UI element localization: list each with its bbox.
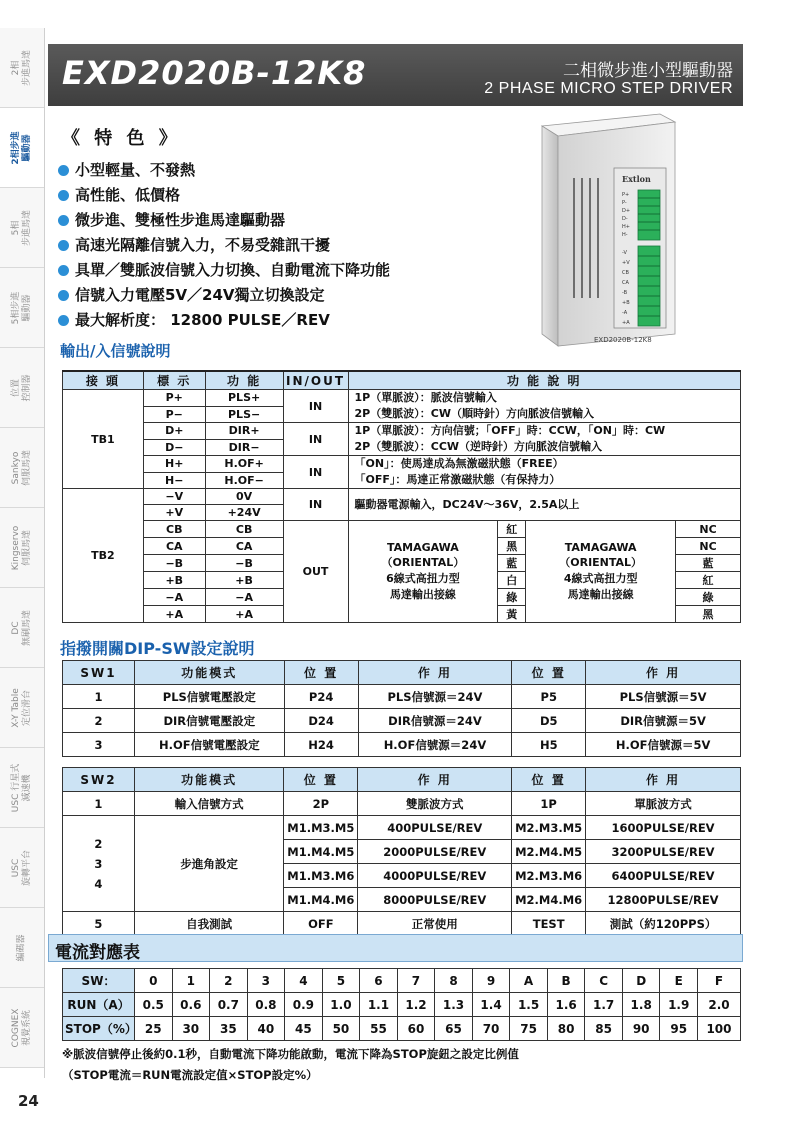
- sw2-cell: TEST: [512, 912, 586, 936]
- sw1-cell: H.OF信號電壓設定: [134, 733, 284, 757]
- feature-text: 高速光隔離信號入力，不易受雜訊干擾: [75, 236, 331, 254]
- wire-color-6: 藍: [498, 555, 526, 572]
- side-tab[interactable]: [0, 508, 44, 588]
- motor-4wire-description: [526, 521, 676, 623]
- sw2-cell: 1: [63, 792, 135, 816]
- side-tab-label: 5相步進 驅動器: [11, 291, 32, 324]
- current-cell: 4: [285, 969, 323, 993]
- description-line: 2P（雙脈波）：CCW（逆時針）方向脈波信號輸入: [354, 440, 603, 453]
- current-row-stop: [63, 1017, 741, 1041]
- current-row-header: RUN（A）: [63, 993, 135, 1017]
- description-line: 2P（雙脈波）：CW（順時針）方向脈波信號輸入: [354, 407, 594, 420]
- current-cell: 95: [660, 1017, 698, 1041]
- function-cell: DIR−: [205, 439, 283, 456]
- sw1-cell: H.OF信號源＝24V: [358, 733, 512, 757]
- mark-cell: −B: [143, 555, 205, 572]
- sw1-header-cell: 位 置: [512, 661, 586, 685]
- sw2-cell: M2.M4.M6: [512, 888, 586, 912]
- sw2-cell: 雙脈波方式: [358, 792, 512, 816]
- description-cell: [348, 390, 740, 423]
- sw1-cell: H24: [284, 733, 358, 757]
- side-tab-label: 5相 步進馬達: [11, 209, 32, 246]
- mark-cell: H+: [143, 456, 205, 473]
- feature-text: 微步進、雙極性步進馬達驅動器: [75, 211, 286, 229]
- function-cell: H.OF+: [205, 456, 283, 473]
- current-cell: 8: [435, 969, 473, 993]
- wire-color-4: 紅: [676, 572, 741, 589]
- terminal-label: -A: [622, 310, 628, 316]
- terminal-label: +B: [622, 300, 630, 306]
- step-number: 2: [94, 836, 103, 851]
- description-line: 「OFF」：馬達正常激磁狀態（有保持力）: [354, 473, 561, 486]
- wire-color-4: NC: [676, 521, 741, 538]
- sw2-cell: 1P: [512, 792, 586, 816]
- sw2-row: [63, 912, 741, 936]
- function-cell: 0V: [205, 489, 283, 505]
- io-row: [63, 521, 741, 538]
- driver-product-image: [510, 108, 740, 358]
- function-cell: +A: [205, 606, 283, 623]
- terminal-label: D-: [622, 216, 628, 222]
- sw2-step-numbers: [63, 816, 135, 912]
- current-cell: 1.6: [547, 993, 585, 1017]
- feature-text: 具單／雙脈波信號入力切換、自動電流下降功能: [75, 261, 391, 279]
- sw1-table: [62, 660, 741, 757]
- sw1-cell: P24: [284, 685, 358, 709]
- current-cell: 1.5: [510, 993, 548, 1017]
- description-cell: 驅動器電源輸入，DC24V～36V，2.5A以上: [348, 489, 740, 521]
- description-line: 「ON」：使馬達成為無激磁狀態（FREE）: [354, 457, 564, 470]
- io-header-cell: 功 能: [205, 371, 283, 390]
- description-line: 馬達輸出接線: [567, 588, 634, 601]
- side-tab-label: 2相 步進馬達: [11, 49, 32, 86]
- sw2-cell: 1600PULSE/REV: [586, 816, 741, 840]
- mark-cell: +A: [143, 606, 205, 623]
- feature-text: 高性能、低價格: [75, 186, 181, 204]
- description-cell: [348, 456, 740, 489]
- side-tab-label: DC 無刷馬達: [11, 609, 32, 646]
- side-tab[interactable]: [0, 908, 44, 988]
- sw1-header-cell: SW1: [63, 661, 135, 685]
- sw1-cell: D24: [284, 709, 358, 733]
- current-cell: 0.8: [247, 993, 285, 1017]
- mark-cell: −V: [143, 489, 205, 505]
- sw2-step-label: 步進角設定: [134, 816, 283, 912]
- description-line: TAMAGAWA: [564, 541, 637, 554]
- sw2-cell: M2.M4.M5: [512, 840, 586, 864]
- sw2-cell: 測試（約120PPS）: [586, 912, 741, 936]
- sw1-cell: DIR信號源＝5V: [586, 709, 741, 733]
- current-cell: 90: [622, 1017, 660, 1041]
- sw2-header-cell: 作 用: [586, 768, 741, 792]
- sw2-cell: 12800PULSE/REV: [586, 888, 741, 912]
- bullet-icon: [58, 315, 69, 326]
- current-cell: 1.0: [322, 993, 360, 1017]
- subtitle-english: 2 PHASE MICRO STEP DRIVER: [484, 80, 733, 97]
- description-line: （ORIENTAL）: [559, 556, 643, 569]
- sw2-table: [62, 767, 741, 936]
- description-line: 1P（單脈波）：方向信號；「OFF」時：CCW，「ON」時：CW: [354, 424, 666, 437]
- function-cell: PLS−: [205, 406, 283, 423]
- current-cell: 85: [585, 1017, 623, 1041]
- current-cell: 70: [472, 1017, 510, 1041]
- motor-6wire-description: [348, 521, 498, 623]
- step-number: 4: [94, 876, 103, 891]
- mark-cell: D+: [143, 423, 205, 440]
- terminal-label: +V: [622, 260, 630, 266]
- sw1-cell: PLS信號電壓設定: [134, 685, 284, 709]
- function-cell: +24V: [205, 505, 283, 521]
- current-formula-note: （STOP電流＝RUN電流設定值×STOP設定%）: [62, 1068, 318, 1082]
- function-cell: +B: [205, 572, 283, 589]
- sidebar-divider: [44, 28, 45, 1078]
- description-line: 6線式高扭力型: [386, 572, 460, 585]
- subtitle-chinese: 二相微步進小型驅動器: [563, 61, 733, 81]
- sw2-step-row: [63, 816, 741, 840]
- wire-color-6: 紅: [498, 521, 526, 538]
- sw1-cell: 3: [63, 733, 135, 757]
- feature-text: 信號入力電壓5V／24V獨立切換設定: [75, 286, 325, 304]
- dip-section-title: 指撥開關DIP-SW設定說明: [60, 639, 255, 658]
- mark-cell: CA: [143, 538, 205, 555]
- sw2-cell: 正常使用: [358, 912, 512, 936]
- feature-item: [58, 308, 390, 333]
- features-list: [58, 158, 390, 333]
- current-row-run: [63, 993, 741, 1017]
- current-cell: 80: [547, 1017, 585, 1041]
- current-cell: C: [585, 969, 623, 993]
- mark-cell: CB: [143, 521, 205, 538]
- io-direction-cell: IN: [283, 489, 348, 521]
- wire-color-6: 黃: [498, 606, 526, 623]
- current-cell: 35: [210, 1017, 248, 1041]
- current-cell: 0.5: [135, 993, 173, 1017]
- wire-color-4: NC: [676, 538, 741, 555]
- wire-color-4: 藍: [676, 555, 741, 572]
- sw1-cell: PLS信號源＝5V: [586, 685, 741, 709]
- side-tab-label: 2相步進 驅動器: [11, 130, 32, 165]
- io-direction-cell: IN: [283, 423, 348, 456]
- feature-item: [58, 233, 390, 258]
- sw2-header-cell: SW2: [63, 768, 135, 792]
- side-tab-label: Kingservo 伺服馬達: [11, 525, 32, 570]
- feature-item: [58, 183, 390, 208]
- io-header-cell: IN/OUT: [283, 371, 348, 390]
- function-cell: H.OF−: [205, 472, 283, 489]
- description-line: TAMAGAWA: [387, 541, 459, 554]
- side-tab[interactable]: [0, 988, 44, 1068]
- sw2-cell: M1.M3.M6: [284, 864, 358, 888]
- sw2-row: [63, 792, 741, 816]
- mark-cell: +B: [143, 572, 205, 589]
- mark-cell: +V: [143, 505, 205, 521]
- sw2-cell: 2000PULSE/REV: [358, 840, 512, 864]
- current-table: [62, 968, 741, 1041]
- sw2-cell: 2P: [284, 792, 358, 816]
- side-tab-label: 位置 控制器: [11, 373, 32, 402]
- io-signal-table: [62, 370, 741, 623]
- terminal-label: H+: [622, 224, 630, 230]
- terminal-label: -V: [622, 250, 627, 256]
- sw2-cell: 5: [63, 912, 135, 936]
- current-cell: 30: [172, 1017, 210, 1041]
- bullet-icon: [58, 265, 69, 276]
- side-tab-label: USC 行星式 減速機: [11, 763, 32, 812]
- current-cell: 60: [397, 1017, 435, 1041]
- sw2-header-cell: 位 置: [512, 768, 586, 792]
- current-cell: 1.7: [585, 993, 623, 1017]
- sw2-cell: 8000PULSE/REV: [358, 888, 512, 912]
- model-number: EXD2020B-12K8: [62, 54, 367, 92]
- function-cell: PLS+: [205, 390, 283, 407]
- terminal-label: +A: [622, 320, 630, 326]
- side-tab-label: X-Y Table 定位滑台: [11, 687, 32, 728]
- current-note: ※脈波信號停止後約0.1秒，自動電流下降功能啟動，電流下降為STOP旋鈕之設定比例值: [62, 1047, 519, 1061]
- side-tab-label: Sankyo 伺服馬達: [11, 449, 32, 486]
- mark-cell: H−: [143, 472, 205, 489]
- current-cell: 45: [285, 1017, 323, 1041]
- current-cell: 50: [322, 1017, 360, 1041]
- io-section-title: 輸出/入信號說明: [60, 342, 171, 360]
- current-cell: 2: [210, 969, 248, 993]
- wire-color-6: 黑: [498, 538, 526, 555]
- current-cell: 40: [247, 1017, 285, 1041]
- description-line: （ORIENTAL）: [381, 556, 465, 569]
- sw2-cell: 4000PULSE/REV: [358, 864, 512, 888]
- current-row-header: STOP（%）: [63, 1017, 135, 1041]
- sw1-cell: DIR信號源＝24V: [358, 709, 512, 733]
- sw2-header-cell: 位 置: [284, 768, 358, 792]
- current-cell: 5: [322, 969, 360, 993]
- sw2-cell: 單脈波方式: [586, 792, 741, 816]
- mark-cell: P+: [143, 390, 205, 407]
- sw1-cell: 1: [63, 685, 135, 709]
- mark-cell: −A: [143, 589, 205, 606]
- page-number: 24: [18, 1092, 39, 1110]
- function-cell: −B: [205, 555, 283, 572]
- io-direction-cell: IN: [283, 390, 348, 423]
- io-header-cell: 標 示: [143, 371, 205, 390]
- current-cell: 1: [172, 969, 210, 993]
- side-tab[interactable]: [0, 428, 44, 508]
- sw2-cell: OFF: [284, 912, 358, 936]
- current-cell: A: [510, 969, 548, 993]
- sw2-header-cell: 作 用: [358, 768, 512, 792]
- current-cell: 0: [135, 969, 173, 993]
- wire-color-4: 綠: [676, 589, 741, 606]
- wire-color-6: 綠: [498, 589, 526, 606]
- current-cell: 55: [360, 1017, 398, 1041]
- function-cell: CB: [205, 521, 283, 538]
- mark-cell: D−: [143, 439, 205, 456]
- sw2-cell: M1.M4.M5: [284, 840, 358, 864]
- connector-tb1: TB1: [63, 390, 144, 489]
- current-cell: F: [697, 969, 740, 993]
- terminal-label: D+: [622, 208, 631, 214]
- sw1-cell: P5: [512, 685, 586, 709]
- side-tab[interactable]: [0, 588, 44, 668]
- function-cell: −A: [205, 589, 283, 606]
- side-tab-label: USC 旋轉平台: [11, 849, 32, 886]
- sw1-row: [63, 709, 741, 733]
- terminal-label: CA: [622, 280, 629, 286]
- title-banner: [48, 44, 743, 106]
- current-row-header: SW：: [63, 969, 135, 993]
- product-label: EXD2020B-12K8: [594, 336, 652, 344]
- terminal-label: -B: [622, 290, 628, 296]
- bullet-icon: [58, 240, 69, 251]
- sw1-cell: 2: [63, 709, 135, 733]
- current-section-header: [48, 934, 743, 962]
- sw1-cell: PLS信號源＝24V: [358, 685, 512, 709]
- current-cell: E: [660, 969, 698, 993]
- current-cell: D: [622, 969, 660, 993]
- features-title: 《 特 色 》: [62, 128, 181, 149]
- terminal-label: P+: [622, 192, 630, 198]
- current-section-title: 電流對應表: [55, 943, 140, 963]
- sw2-cell: M2.M3.M6: [512, 864, 586, 888]
- io-direction-cell: OUT: [283, 521, 348, 623]
- sw2-cell: 3200PULSE/REV: [586, 840, 741, 864]
- bullet-icon: [58, 215, 69, 226]
- sw1-header-cell: 位 置: [284, 661, 358, 685]
- current-cell: 1.1: [360, 993, 398, 1017]
- sw2-cell: M1.M3.M5: [284, 816, 358, 840]
- feature-text: 最大解析度： 12800 PULSE／REV: [75, 311, 330, 329]
- step-number: 3: [94, 856, 103, 871]
- sw2-cell: 自我測試: [134, 912, 283, 936]
- side-tab[interactable]: [0, 28, 44, 108]
- description-line: 馬達輸出接線: [389, 588, 456, 601]
- wire-color-4: 黑: [676, 606, 741, 623]
- terminal-label: CB: [622, 270, 629, 276]
- sw2-cell: M1.M4.M6: [284, 888, 358, 912]
- side-tab[interactable]: [0, 828, 44, 908]
- current-cell: 1.8: [622, 993, 660, 1017]
- sw1-header-cell: 作 用: [358, 661, 512, 685]
- current-cell: 6: [360, 969, 398, 993]
- terminal-label: P-: [622, 200, 627, 206]
- mark-cell: P−: [143, 406, 205, 423]
- side-tab[interactable]: [0, 188, 44, 268]
- bullet-icon: [58, 290, 69, 301]
- feature-item: [58, 283, 390, 308]
- side-tab[interactable]: [0, 268, 44, 348]
- current-cell: 1.2: [397, 993, 435, 1017]
- current-cell: 9: [472, 969, 510, 993]
- current-cell: 2.0: [697, 993, 740, 1017]
- side-tab[interactable]: [0, 348, 44, 428]
- sw2-header-cell: 功能模式: [134, 768, 283, 792]
- io-header-cell: 接 頭: [63, 371, 144, 390]
- sw1-cell: H.OF信號源＝5V: [586, 733, 741, 757]
- sw1-header-cell: 作 用: [586, 661, 741, 685]
- side-tab-label: 編碼器: [16, 933, 27, 962]
- sw1-cell: D5: [512, 709, 586, 733]
- sw1-row: [63, 685, 741, 709]
- io-header-cell: 功 能 說 明: [348, 371, 740, 390]
- current-cell: 3: [247, 969, 285, 993]
- io-row: [63, 390, 741, 407]
- sw1-cell: H5: [512, 733, 586, 757]
- side-tab[interactable]: [0, 668, 44, 748]
- sw1-cell: DIR信號電壓設定: [134, 709, 284, 733]
- sw2-cell: 400PULSE/REV: [358, 816, 512, 840]
- current-cell: 0.6: [172, 993, 210, 1017]
- connector-tb2: TB2: [63, 489, 144, 623]
- current-cell: 65: [435, 1017, 473, 1041]
- feature-item: [58, 208, 390, 233]
- terminal-label: H-: [622, 232, 628, 238]
- io-row: [63, 489, 741, 505]
- sw1-header-cell: 功能模式: [134, 661, 284, 685]
- io-row: [63, 423, 741, 440]
- bullet-icon: [58, 165, 69, 176]
- io-direction-cell: IN: [283, 456, 348, 489]
- current-cell: 75: [510, 1017, 548, 1041]
- current-cell: 1.3: [435, 993, 473, 1017]
- sw2-cell: M2.M3.M5: [512, 816, 586, 840]
- sw2-cell: 輸入信號方式: [134, 792, 283, 816]
- side-navigation: [0, 28, 44, 1068]
- io-table-header: [63, 371, 741, 390]
- function-cell: DIR+: [205, 423, 283, 440]
- current-cell: 1.4: [472, 993, 510, 1017]
- description-line: 1P（單脈波）：脈波信號輸入: [354, 391, 497, 404]
- feature-item: [58, 258, 390, 283]
- sw1-row: [63, 733, 741, 757]
- current-cell: 1.9: [660, 993, 698, 1017]
- current-cell: 25: [135, 1017, 173, 1041]
- wire-color-6: 白: [498, 572, 526, 589]
- side-tab-label: COGNEX 視覺系統: [11, 1008, 32, 1047]
- io-row: [63, 456, 741, 473]
- feature-item: [58, 158, 390, 183]
- product-brand: Extlon: [622, 174, 651, 184]
- description-line: 4線式高扭力型: [563, 572, 638, 585]
- sw2-cell: 6400PULSE/REV: [586, 864, 741, 888]
- description-cell: [348, 423, 740, 456]
- current-cell: B: [547, 969, 585, 993]
- feature-text: 小型輕量、不發熱: [75, 161, 196, 179]
- current-cell: 7: [397, 969, 435, 993]
- current-cell: 0.7: [210, 993, 248, 1017]
- side-tab[interactable]: [0, 748, 44, 828]
- bullet-icon: [58, 190, 69, 201]
- current-row-sw: [63, 969, 741, 993]
- current-cell: 0.9: [285, 993, 323, 1017]
- side-tab[interactable]: [0, 108, 44, 188]
- current-cell: 100: [697, 1017, 740, 1041]
- function-cell: CA: [205, 538, 283, 555]
